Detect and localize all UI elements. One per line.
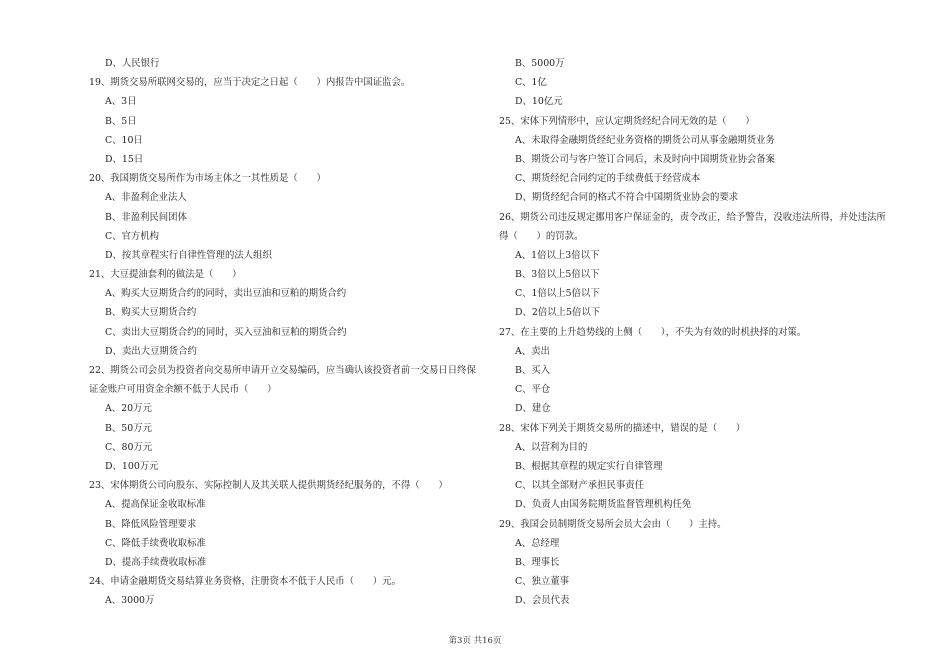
answer-option: C、80万元 <box>105 441 153 453</box>
answer-option: A、未取得金融期货经纪业务资格的期货公司从事金融期货业务 <box>515 134 775 146</box>
question-text: 28、宋体下列关于期货交易所的描述中，错误的是（ ） <box>499 422 746 434</box>
answer-option: B、5000万 <box>515 58 565 69</box>
answer-option: B、买入 <box>515 365 551 376</box>
answer-option: C、以其全部财产承担民事责任 <box>515 480 645 492</box>
answer-option: D、提高手续费收取标准 <box>105 556 207 568</box>
answer-option: C、1亿 <box>515 77 547 89</box>
right-column <box>499 54 899 610</box>
answer-option: D、人民银行 <box>105 58 160 69</box>
answer-option: C、1倍以上5倍以下 <box>515 288 600 300</box>
answer-option: A、3000万 <box>105 595 155 607</box>
answer-option: B、降低风险管理要求 <box>105 518 197 530</box>
question-text: 24、申请金融期货交易结算业务资格，注册资本不低于人民币（ ）元。 <box>89 576 401 588</box>
answer-option: A、非盈利企业法人 <box>105 192 187 204</box>
question-text: 25、宋体下列情形中，应认定期货经纪合同无效的是（ ） <box>499 115 755 127</box>
answer-option: C、平仓 <box>515 384 551 396</box>
answer-option: D、建仓 <box>515 403 551 415</box>
question-text: 20、我国期货交易所作为市场主体之一其性质是（ ） <box>89 173 326 185</box>
question-text: 27、在主要的上升趋势线的上侧（ ），不失为有效的时机抉择的对策。 <box>499 326 807 338</box>
answer-option: D、2倍以上5倍以下 <box>515 307 601 319</box>
answer-option: B、期货公司与客户签订合同后，未及时向中国期货业协会备案 <box>515 153 776 165</box>
answer-option: C、卖出大豆期货合约的同时，买入豆油和豆粕的期货合约 <box>105 326 347 338</box>
page-footer: 第3页 共16页 <box>448 636 502 646</box>
answer-option: C、官方机构 <box>105 230 160 242</box>
answer-option: A、1倍以上3倍以下 <box>515 249 600 261</box>
question-text: 29、我国会员制期货交易所会员大会由（ ）主持。 <box>499 518 727 530</box>
answer-option: A、20万元 <box>105 403 152 415</box>
left-column <box>89 54 489 610</box>
answer-option: D、10亿元 <box>515 96 563 108</box>
question-text: 证金账户可用资金余额不低于人民币（ ） <box>89 384 277 396</box>
question-text: 19、期货交易所联网交易的，应当于决定之日起（ ）内报告中国证监会。 <box>89 77 411 89</box>
answer-option: B、理事长 <box>515 556 560 568</box>
answer-option: A、卖出 <box>515 345 550 357</box>
answer-option: D、卖出大豆期货合约 <box>105 345 197 357</box>
answer-option: D、会员代表 <box>515 595 570 607</box>
answer-option: B、根据其章程的规定实行自律管理 <box>515 460 663 472</box>
answer-option: C、10日 <box>105 134 143 146</box>
question-text: 23、宋体期货公司向股东、实际控制人及其关联人提供期货经纪服务的，不得（ ） <box>89 480 448 492</box>
question-text: 21、大豆提油套利的做法是（ ） <box>89 269 242 281</box>
question-text: 26、期货公司违反规定挪用客户保证金的，责令改正，给予警告，没收违法所得，并处违法所 <box>499 211 886 223</box>
answer-option: A、提高保证金收取标准 <box>105 499 206 511</box>
answer-option: A、总经理 <box>515 537 560 549</box>
answer-option: C、降低手续费收取标准 <box>105 537 206 549</box>
answer-option: B、非盈利民间团体 <box>105 211 187 223</box>
question-text: 22、期货公司会员为投资者向交易所申请开立交易编码，应当确认该投资者前一交易日日终保 <box>89 365 476 376</box>
answer-option: C、期货经纪合同约定的手续费低于经营成本 <box>515 173 701 185</box>
answer-option: D、按其章程实行自律性管理的法人组织 <box>105 249 272 261</box>
answer-option: D、期货经纪合同的格式不符合中国期货业协会的要求 <box>515 192 739 204</box>
answer-option: C、独立董事 <box>515 576 570 588</box>
answer-option: B、50万元 <box>105 422 152 434</box>
answer-option: B、5日 <box>105 115 137 127</box>
answer-option: A、购买大豆期货合约的同时，卖出豆油和豆粕的期货合约 <box>105 288 347 300</box>
answer-option: D、负责人由国务院期货监督管理机构任免 <box>515 499 692 511</box>
question-text: 得（ ）的罚款。 <box>499 230 584 242</box>
answer-option: A、以营利为目的 <box>515 441 588 453</box>
answer-option: B、购买大豆期货合约 <box>105 307 197 319</box>
answer-option: A、3日 <box>105 96 137 108</box>
answer-option: D、100万元 <box>105 460 159 472</box>
answer-option: D、15日 <box>105 153 144 165</box>
answer-option: B、3倍以上5倍以下 <box>515 269 600 281</box>
